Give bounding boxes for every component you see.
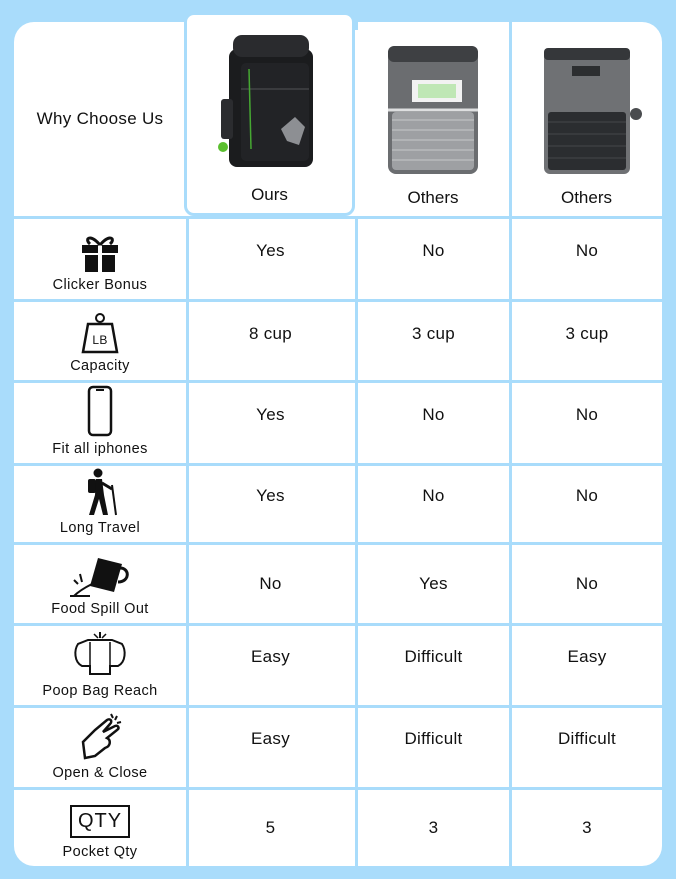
value-cell: No	[422, 405, 445, 424]
table-title: Why Choose Us	[36, 109, 164, 128]
column-label-others-2: Others	[560, 188, 613, 207]
value-cell: 3 cup	[565, 324, 609, 343]
value-cell: No	[422, 486, 445, 505]
others-bag-image-2	[528, 40, 646, 180]
value-cell: Yes	[256, 405, 285, 424]
value-cell: Easy	[251, 728, 290, 748]
qty-box-icon	[70, 801, 130, 841]
table-row	[14, 302, 662, 380]
value-cell: No	[575, 405, 599, 424]
feature-cell	[14, 790, 186, 866]
value-cell: No	[259, 574, 282, 593]
feature-label: Food Spill Out	[51, 601, 149, 617]
value-cell: No	[422, 241, 445, 260]
header-others-2	[511, 22, 662, 216]
bag-dispenser-icon	[72, 630, 128, 680]
value-cell: 3 cup	[411, 324, 456, 343]
value-cell: Easy	[567, 646, 607, 666]
feature-cell	[14, 545, 186, 623]
value-cell: Yes	[256, 241, 285, 260]
feature-label: Fit all iphones	[52, 441, 148, 457]
hiker-icon	[82, 467, 118, 517]
table-row	[14, 626, 662, 705]
value-cell: No	[575, 241, 599, 260]
value-cell: 5	[265, 818, 276, 837]
feature-label: Clicker Bonus	[52, 277, 148, 293]
qty-box-text: QTY	[70, 805, 130, 838]
feature-cell	[14, 626, 186, 705]
column-label-others-1: Others	[407, 188, 459, 207]
table-row	[14, 790, 662, 866]
table-row	[14, 545, 662, 623]
spill-cup-icon	[68, 554, 132, 598]
comparison-table	[14, 22, 662, 866]
ours-bag-image	[211, 29, 329, 177]
feature-label: Poop Bag Reach	[42, 683, 158, 699]
phone-icon	[87, 384, 113, 438]
feature-label: Long Travel	[59, 520, 141, 536]
feature-cell	[14, 219, 186, 299]
feature-label: Open & Close	[52, 765, 148, 781]
table-row	[14, 383, 662, 463]
feature-cell	[14, 708, 186, 787]
svg-text:LB: LB	[92, 333, 108, 347]
gift-icon	[80, 230, 120, 274]
header-ours	[184, 12, 355, 216]
feature-cell	[14, 383, 186, 463]
table-row	[14, 708, 662, 787]
value-cell: Difficult	[404, 646, 463, 666]
value-cell: No	[575, 574, 599, 593]
snap-hand-icon	[77, 712, 123, 762]
value-cell: 3	[428, 818, 439, 837]
value-cell: 3	[582, 818, 592, 837]
feature-label: Pocket Qty	[62, 844, 138, 860]
value-cell: Yes	[419, 574, 448, 593]
value-cell: 8 cup	[248, 324, 293, 343]
value-cell: No	[575, 486, 599, 505]
feature-label: Capacity	[70, 358, 130, 374]
divider	[355, 22, 358, 30]
header-others-1	[357, 22, 509, 216]
value-cell: Difficult	[404, 728, 463, 748]
value-cell: Yes	[256, 486, 285, 505]
others-bag-image-1	[374, 40, 492, 180]
table-row	[14, 466, 662, 542]
value-cell: Easy	[251, 646, 290, 666]
feature-cell	[14, 466, 186, 542]
value-cell: Difficult	[557, 728, 617, 748]
weight-lb-icon	[80, 311, 120, 355]
feature-cell	[14, 302, 186, 380]
table-row	[14, 219, 662, 299]
column-label-ours: Ours	[251, 185, 288, 204]
